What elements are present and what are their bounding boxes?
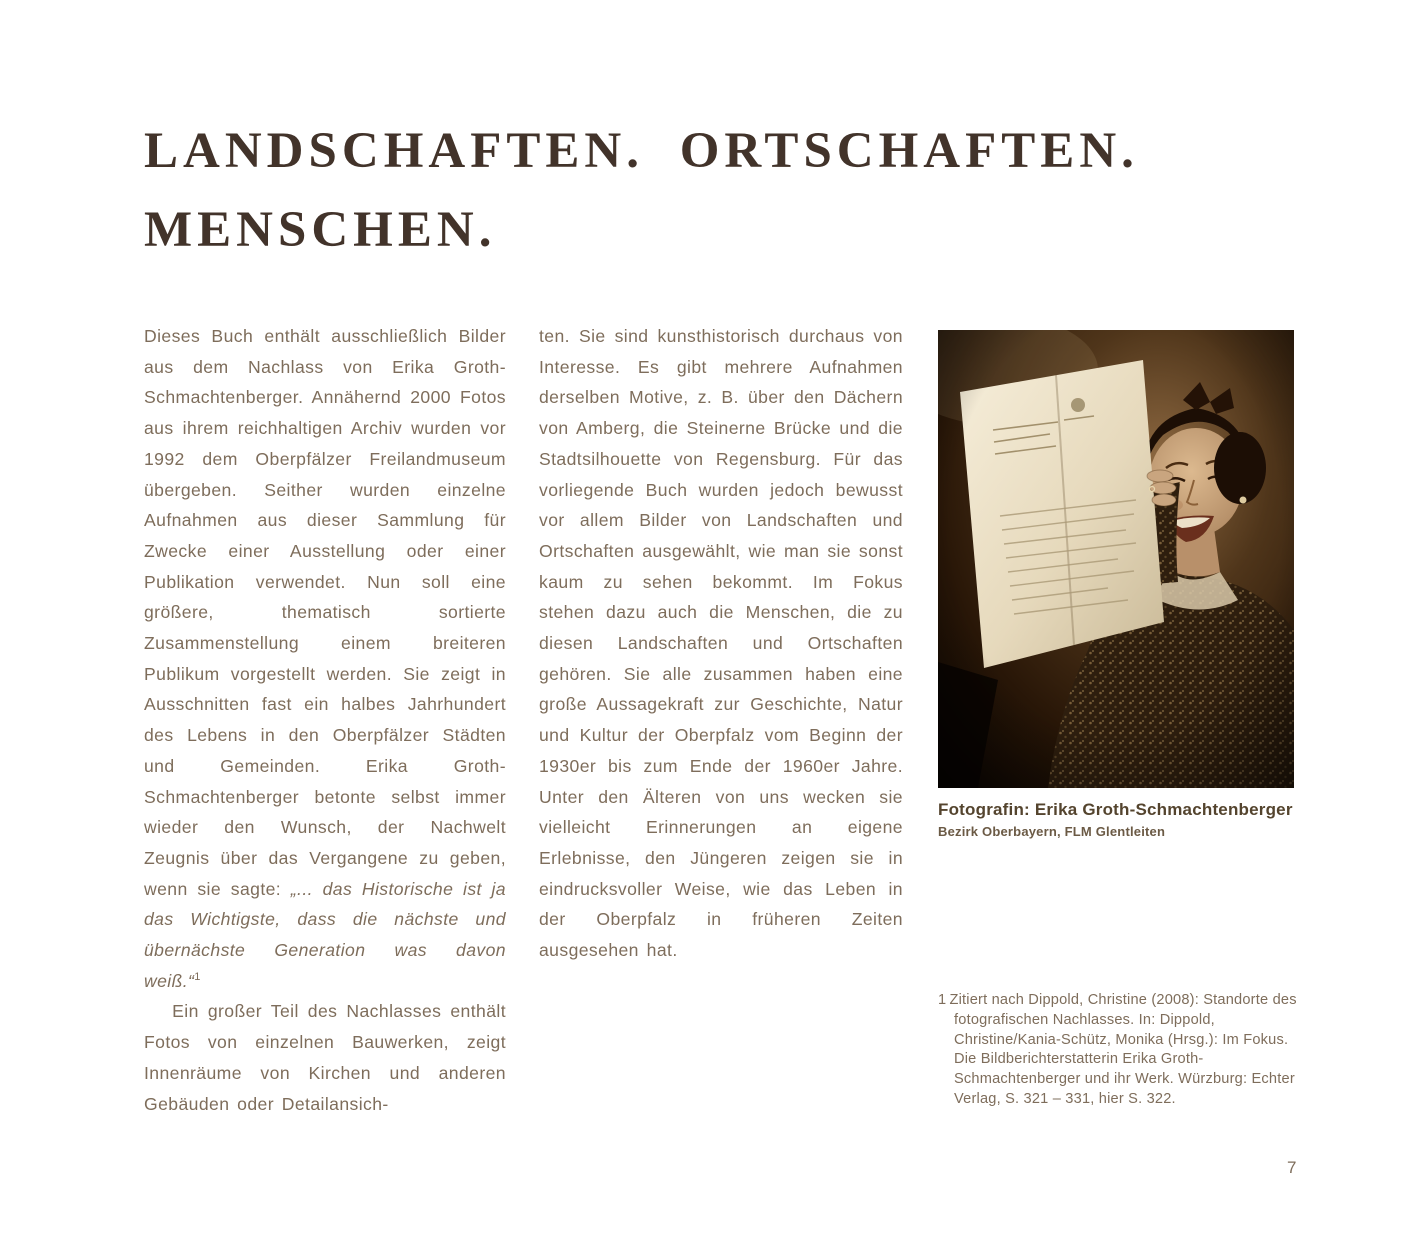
page-title-line1: LANDSCHAFTEN. ORTSCHAFTEN. (144, 123, 1139, 179)
photo-vignette (938, 330, 1294, 788)
paragraph-text: Dieses Buch enthält ausschließlich Bilder aus dem Nachlass von Erika Groth-Schmachtenberger. Annähernd 2000 Fotos aus ihrem reichhaltigen Archiv wurden vor 1992 dem Oberpfälzer Freilandmuseum übergeben. Seither wurden einzelne Aufnahmen aus dieser Sammlung für Zwecke einer Ausstellung oder einer Publikation verwendet. Nun soll eine größere, thematisch sortierte Zusammenstellung einem breiteren Publikum vorgestellt werden. Sie zeigt in Ausschnitten fast ein halbes Jahrhundert des Lebens in den Oberpfälzer Städten und Gemeinden. Erika Groth-Schmachtenberger betonte selbst immer wieder den Wunsch, der Nachwelt Zeugnis über das Vergangene zu geben, wenn sie sagte: (144, 326, 506, 899)
page-title (144, 112, 1139, 270)
footnote-text: Zitiert nach Dippold, Christine (2008): Standorte des fotografischen Nachlasses. In: Dippold, Christine/Kania-Schütz, Monika (Hrsg.): Im Fokus. Die Bildberichterstatterin Erika Groth-Schmachtenberger und ihr Werk. Würzburg: Echter Verlag, S. 321 – 331, hier S. 322. (949, 992, 1297, 1107)
text-column-2 (539, 321, 903, 966)
footnote (938, 991, 1310, 1110)
body-paragraph-3: ten. Sie sind kunsthistorisch durchaus von Interesse. Es gibt mehrere Aufnahmen derselben Motive, z. B. über den Dächern von Amberg, die Steinerne Brücke und die Stadtsilhouette von Regensburg. Für das vorliegende Buch wurden jedoch bewusst vor allem Bilder von Landschaften und Ortschaften ausgewählt, wie man sie sonst kaum zu sehen bekommt. Im Fokus stehen dazu auch die Menschen, die zu diesen Landschaften und Ortschaften gehören. Sie alle zusammen haben eine große Aussagekraft zur Geschichte, Natur und Kultur der Oberpfalz vom Beginn der 1930er bis zum Ende der 1960er Jahre. Unter den Älteren von uns wecken sie vielleicht Erinnerungen an eigene Erlebnisse, den Jüngeren zeigen sie in eindrucksvoller Weise, wie das Leben in der Oberpfalz in früheren Zeiten ausgesehen hat. (539, 326, 903, 961)
page-title-line2: MENSCHEN. (144, 202, 497, 258)
footnote-number: 1 (938, 992, 947, 1008)
portrait-photo (938, 330, 1294, 788)
body-paragraph-1 (144, 321, 506, 996)
figure-caption: Fotografin: Erika Groth-Schmachtenberger (938, 800, 1293, 819)
page-number: 7 (1287, 1158, 1297, 1177)
figure-credit: Bezirk Oberbayern, FLM Glentleiten (938, 824, 1166, 839)
portrait-figure (938, 330, 1294, 839)
footnote-reference: 1 (194, 970, 201, 983)
body-paragraph-2: Ein großer Teil des Nachlasses enthält Fotos von einzelnen Bauwerken, zeigt Innenräume von Kirchen und anderen Gebäuden oder Detailansich- (144, 1001, 506, 1114)
quote-italic: „... das Historische ist ja das Wichtigste, dass die nächste und übernächste Generation was davon weiß.“ (144, 878, 506, 991)
text-column-1 (144, 321, 506, 1119)
